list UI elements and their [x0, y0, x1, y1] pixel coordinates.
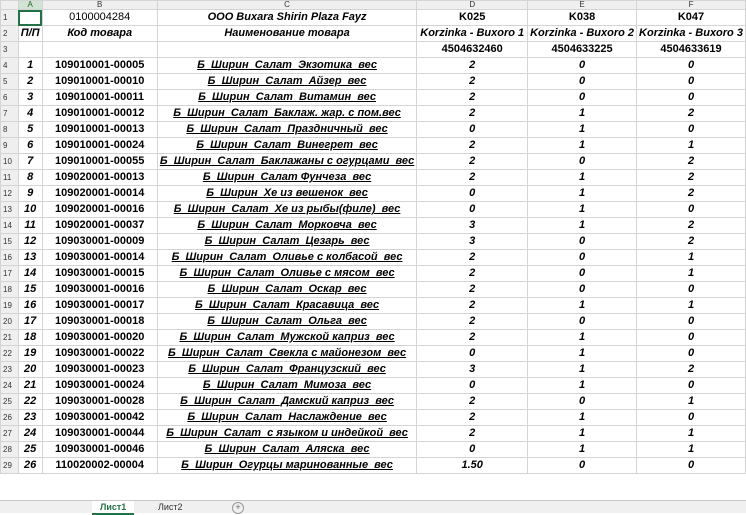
- cell-qty-d[interactable]: 0: [417, 186, 528, 202]
- cell-product-code[interactable]: 109030001-00014: [42, 250, 157, 266]
- cell-index[interactable]: 20: [18, 362, 42, 378]
- row-number[interactable]: 17: [1, 266, 19, 282]
- row-number[interactable]: 9: [1, 138, 19, 154]
- row-number[interactable]: 4: [1, 58, 19, 74]
- cell-product-name[interactable]: Б_Ширин_Салат_Винегрет_вес: [157, 138, 416, 154]
- cell-product-code[interactable]: 109020001-00014: [42, 186, 157, 202]
- table-row: [1, 90, 746, 106]
- cell-qty-e[interactable]: 0: [528, 314, 637, 330]
- cell-header-code[interactable]: Код товара: [42, 26, 157, 42]
- cell-product-code[interactable]: 109010001-00010: [42, 74, 157, 90]
- table-row: [1, 362, 746, 378]
- cell-empty[interactable]: [18, 42, 42, 58]
- cell-product-name[interactable]: Б_Ширин_Салат Фунчеза_вес: [157, 170, 416, 186]
- cell-product-name[interactable]: Б_Ширин_Салат_Экзотика_вес: [157, 58, 416, 74]
- cell-supplier-name[interactable]: ООО Buxara Shirin Plaza Fayz: [157, 10, 416, 26]
- cell-qty-e[interactable]: 1: [528, 378, 637, 394]
- cell-supplier-code[interactable]: 0100004284: [42, 10, 157, 26]
- cell-product-name[interactable]: Б_Ширин_Салат_Ольга_вес: [157, 314, 416, 330]
- cell-qty-e[interactable]: 0: [528, 282, 637, 298]
- cell-qty-f[interactable]: 0: [637, 202, 746, 218]
- cell-qty-f[interactable]: 2: [637, 218, 746, 234]
- cell-qty-d[interactable]: 2: [417, 106, 528, 122]
- cell-product-name[interactable]: Б_Ширин_Салат_Красавица_вес: [157, 298, 416, 314]
- cell-product-name[interactable]: Б_Ширин_Салат_Баклаж. жар. с пом.вес: [157, 106, 416, 122]
- cell-qty-f[interactable]: 1: [637, 138, 746, 154]
- cell-qty-f[interactable]: 2: [637, 170, 746, 186]
- cell-product-code[interactable]: 109020001-00037: [42, 218, 157, 234]
- cell-qty-e[interactable]: 1: [528, 138, 637, 154]
- cell-index[interactable]: 7: [18, 154, 42, 170]
- row-number[interactable]: 19: [1, 298, 19, 314]
- cell-qty-e[interactable]: 0: [528, 154, 637, 170]
- cell-qty-e[interactable]: 1: [528, 186, 637, 202]
- row-number[interactable]: 16: [1, 250, 19, 266]
- table-row: [1, 154, 746, 170]
- cell-qty-d[interactable]: 2: [417, 154, 528, 170]
- cell-product-name[interactable]: Б_Ширин_Салат_Оливье с мясом_вес: [157, 266, 416, 282]
- cell-product-code[interactable]: 109030001-00042: [42, 410, 157, 426]
- cell-qty-f[interactable]: 2: [637, 106, 746, 122]
- cell-product-name[interactable]: Б_Ширин_Салат_Праздничный_вес: [157, 122, 416, 138]
- row-number[interactable]: 13: [1, 202, 19, 218]
- cell-product-name[interactable]: Б_Ширин_Салат_Дамский каприз_вес: [157, 394, 416, 410]
- cell-product-code[interactable]: 110020002-00004: [42, 458, 157, 474]
- cell-index[interactable]: 1: [18, 58, 42, 74]
- table-row: [1, 426, 746, 442]
- table-row: [1, 442, 746, 458]
- cell-index[interactable]: 18: [18, 330, 42, 346]
- cell-qty-e[interactable]: 0: [528, 234, 637, 250]
- cell-store-code-f[interactable]: K047: [637, 10, 746, 26]
- cell-qty-f[interactable]: 2: [637, 186, 746, 202]
- cell-qty-d[interactable]: 2: [417, 58, 528, 74]
- row-number[interactable]: 2: [1, 26, 19, 42]
- cell-qty-e[interactable]: 0: [528, 58, 637, 74]
- table-row: [1, 138, 746, 154]
- row-number[interactable]: 22: [1, 346, 19, 362]
- cell-index[interactable]: 17: [18, 314, 42, 330]
- cell-qty-d[interactable]: 2: [417, 250, 528, 266]
- cell-qty-f[interactable]: 0: [637, 458, 746, 474]
- cell-qty-e[interactable]: 1: [528, 170, 637, 186]
- cell-product-code[interactable]: 109010001-00012: [42, 106, 157, 122]
- table-row: [1, 378, 746, 394]
- cell-index[interactable]: 13: [18, 250, 42, 266]
- cell-qty-e[interactable]: 1: [528, 202, 637, 218]
- cell-qty-d[interactable]: 1.50: [417, 458, 528, 474]
- table-row: [1, 250, 746, 266]
- cell-store-name-f[interactable]: Korzinka - Buxoro 3: [637, 26, 746, 42]
- row-number[interactable]: 28: [1, 442, 19, 458]
- cell-qty-f[interactable]: 0: [637, 346, 746, 362]
- cell-index[interactable]: 11: [18, 218, 42, 234]
- cell-product-name[interactable]: Б_Ширин_Салат_Витамин_вес: [157, 90, 416, 106]
- cell-index[interactable]: 19: [18, 346, 42, 362]
- column-header-d[interactable]: D: [417, 1, 528, 10]
- cell-empty[interactable]: [157, 42, 416, 58]
- cell-a1-selected[interactable]: [18, 10, 42, 26]
- row-number[interactable]: 10: [1, 154, 19, 170]
- row-number[interactable]: 27: [1, 426, 19, 442]
- cell-index[interactable]: 26: [18, 458, 42, 474]
- cell-qty-e[interactable]: 1: [528, 298, 637, 314]
- cell-qty-f[interactable]: 1: [637, 394, 746, 410]
- cell-qty-f[interactable]: 2: [637, 154, 746, 170]
- table-row: [1, 202, 746, 218]
- cell-product-name[interactable]: Б_Ширин_Салат_Морковча_вес: [157, 218, 416, 234]
- cell-qty-e[interactable]: 1: [528, 218, 637, 234]
- cell-qty-f[interactable]: 1: [637, 250, 746, 266]
- cell-store-name-e[interactable]: Korzinka - Buxoro 2: [528, 26, 637, 42]
- cell-index[interactable]: 23: [18, 410, 42, 426]
- column-header-f[interactable]: F: [637, 1, 746, 10]
- row-number[interactable]: 25: [1, 394, 19, 410]
- add-sheet-icon[interactable]: +: [232, 502, 244, 514]
- cell-index[interactable]: 14: [18, 266, 42, 282]
- cell-index[interactable]: 5: [18, 122, 42, 138]
- row-number[interactable]: 7: [1, 106, 19, 122]
- table-row: [1, 346, 746, 362]
- cell-qty-d[interactable]: 2: [417, 266, 528, 282]
- cell-empty[interactable]: [42, 42, 157, 58]
- cell-index[interactable]: 16: [18, 298, 42, 314]
- row-number[interactable]: 21: [1, 330, 19, 346]
- cell-store-code-d[interactable]: K025: [417, 10, 528, 26]
- table-row: [1, 394, 746, 410]
- cell-qty-d[interactable]: 3: [417, 362, 528, 378]
- cell-product-code[interactable]: 109020001-00013: [42, 170, 157, 186]
- column-header-e[interactable]: E: [528, 1, 637, 10]
- cell-qty-e[interactable]: 1: [528, 330, 637, 346]
- table-row: [1, 74, 746, 90]
- cell-product-code[interactable]: 109020001-00016: [42, 202, 157, 218]
- cell-qty-d[interactable]: 2: [417, 330, 528, 346]
- cell-qty-f[interactable]: 1: [637, 266, 746, 282]
- cell-qty-d[interactable]: 2: [417, 90, 528, 106]
- cell-product-code[interactable]: 109030001-00028: [42, 394, 157, 410]
- cell-product-name[interactable]: Б_Ширин_Салат_Французский_вес: [157, 362, 416, 378]
- cell-qty-f[interactable]: 0: [637, 74, 746, 90]
- cell-product-code[interactable]: 109030001-00020: [42, 330, 157, 346]
- table-row: [1, 122, 746, 138]
- sheet-tab-1[interactable]: Лист1: [92, 501, 134, 515]
- column-header-b[interactable]: B: [42, 1, 157, 10]
- cell-order-number-f[interactable]: 4504633619: [637, 42, 746, 58]
- cell-product-name[interactable]: Б_Ширин_Салат_Мужской каприз_вес: [157, 330, 416, 346]
- row-number[interactable]: 23: [1, 362, 19, 378]
- table-row: [1, 282, 746, 298]
- cell-store-code-e[interactable]: K038: [528, 10, 637, 26]
- cell-product-code[interactable]: 109030001-00015: [42, 266, 157, 282]
- cell-product-name[interactable]: Б_Ширин_Салат_Оливье с колбасой_вес: [157, 250, 416, 266]
- cell-product-code[interactable]: 109010001-00055: [42, 154, 157, 170]
- cell-qty-d[interactable]: 3: [417, 234, 528, 250]
- table-row: [1, 314, 746, 330]
- cell-index[interactable]: 10: [18, 202, 42, 218]
- cell-qty-f[interactable]: 0: [637, 90, 746, 106]
- cell-product-name[interactable]: Б_Ширин_Хе из вешенок_вес: [157, 186, 416, 202]
- cell-qty-f[interactable]: 0: [637, 410, 746, 426]
- cell-qty-f[interactable]: 0: [637, 314, 746, 330]
- select-all-corner[interactable]: [1, 1, 19, 10]
- cell-qty-d[interactable]: 0: [417, 122, 528, 138]
- row-number[interactable]: 14: [1, 218, 19, 234]
- cell-qty-f[interactable]: 1: [637, 426, 746, 442]
- cell-index[interactable]: 6: [18, 138, 42, 154]
- table-row: [1, 410, 746, 426]
- cell-index[interactable]: 2: [18, 74, 42, 90]
- column-header-a[interactable]: A: [18, 1, 42, 10]
- column-header-c[interactable]: C: [157, 1, 416, 10]
- cell-qty-d[interactable]: 2: [417, 314, 528, 330]
- cell-product-name[interactable]: Б_Ширин_Салат_Баклажаны с огурцами_вес: [157, 154, 416, 170]
- table-row: [1, 106, 746, 122]
- row-number[interactable]: 29: [1, 458, 19, 474]
- cell-index[interactable]: 25: [18, 442, 42, 458]
- cell-index[interactable]: 21: [18, 378, 42, 394]
- cell-product-name[interactable]: Б_Ширин_Салат_Аляска_вес: [157, 442, 416, 458]
- sheet-tab-2[interactable]: Лист2: [158, 502, 183, 512]
- table-row: [1, 186, 746, 202]
- sheet-row: [1, 26, 746, 42]
- cell-product-code[interactable]: 109030001-00046: [42, 442, 157, 458]
- cell-product-code[interactable]: 109030001-00018: [42, 314, 157, 330]
- cell-qty-e[interactable]: 0: [528, 74, 637, 90]
- table-row: [1, 298, 746, 314]
- cell-qty-f[interactable]: 0: [637, 330, 746, 346]
- cell-qty-f[interactable]: 2: [637, 362, 746, 378]
- cell-product-code[interactable]: 109030001-00044: [42, 426, 157, 442]
- cell-qty-e[interactable]: 1: [528, 442, 637, 458]
- cell-qty-e[interactable]: 0: [528, 266, 637, 282]
- row-number[interactable]: 15: [1, 234, 19, 250]
- cell-qty-d[interactable]: 0: [417, 442, 528, 458]
- cell-index[interactable]: 8: [18, 170, 42, 186]
- table-row: [1, 458, 746, 474]
- cell-product-name[interactable]: Б_Ширин_Огурцы маринованные_вес: [157, 458, 416, 474]
- cell-qty-d[interactable]: 2: [417, 170, 528, 186]
- cell-index[interactable]: 9: [18, 186, 42, 202]
- table-row: [1, 218, 746, 234]
- cell-product-code[interactable]: 109010001-00024: [42, 138, 157, 154]
- cell-qty-d[interactable]: 2: [417, 298, 528, 314]
- cell-header-index[interactable]: П/П: [18, 26, 42, 42]
- cell-index[interactable]: 22: [18, 394, 42, 410]
- row-number[interactable]: 20: [1, 314, 19, 330]
- cell-product-name[interactable]: Б_Ширин_Салат_Мимоза_вес: [157, 378, 416, 394]
- cell-qty-d[interactable]: 2: [417, 426, 528, 442]
- cell-product-name[interactable]: Б_Ширин_Салат_Наслаждение_вес: [157, 410, 416, 426]
- sheet-tab-bar: [0, 500, 746, 513]
- row-number[interactable]: 1: [1, 10, 19, 26]
- cell-qty-e[interactable]: 0: [528, 458, 637, 474]
- cell-product-name[interactable]: Б_Ширин_Салат_Айзер_вес: [157, 74, 416, 90]
- cell-order-number-e[interactable]: 4504633225: [528, 42, 637, 58]
- cell-product-name[interactable]: Б_Ширин_Салат_Свекла с майонезом_вес: [157, 346, 416, 362]
- cell-product-name[interactable]: Б_Ширин_Салат_Оскар_вес: [157, 282, 416, 298]
- cell-qty-d[interactable]: 0: [417, 346, 528, 362]
- row-number[interactable]: 18: [1, 282, 19, 298]
- row-number[interactable]: 12: [1, 186, 19, 202]
- cell-qty-e[interactable]: 0: [528, 90, 637, 106]
- cell-qty-f[interactable]: 0: [637, 58, 746, 74]
- row-number[interactable]: 6: [1, 90, 19, 106]
- cell-product-code[interactable]: 109030001-00023: [42, 362, 157, 378]
- cell-product-code[interactable]: 109030001-00016: [42, 282, 157, 298]
- cell-index[interactable]: 3: [18, 90, 42, 106]
- cell-product-code[interactable]: 109030001-00024: [42, 378, 157, 394]
- row-number[interactable]: 3: [1, 42, 19, 58]
- sheet-row: [1, 10, 746, 26]
- cell-product-code[interactable]: 109030001-00022: [42, 346, 157, 362]
- cell-qty-d[interactable]: 0: [417, 202, 528, 218]
- cell-product-name[interactable]: Б_Ширин_Салат_Цезарь_вес: [157, 234, 416, 250]
- cell-product-code[interactable]: 109030001-00017: [42, 298, 157, 314]
- table-row: [1, 266, 746, 282]
- cell-product-code[interactable]: 109030001-00009: [42, 234, 157, 250]
- cell-qty-e[interactable]: 1: [528, 346, 637, 362]
- table-row: [1, 330, 746, 346]
- cell-index[interactable]: 12: [18, 234, 42, 250]
- cell-order-number-d[interactable]: 4504632460: [417, 42, 528, 58]
- row-number[interactable]: 24: [1, 378, 19, 394]
- cell-qty-e[interactable]: 1: [528, 410, 637, 426]
- cell-qty-d[interactable]: 2: [417, 410, 528, 426]
- cell-qty-d[interactable]: 2: [417, 138, 528, 154]
- table-row: [1, 170, 746, 186]
- cell-header-name[interactable]: Наименование товара: [157, 26, 416, 42]
- cell-qty-d[interactable]: 2: [417, 74, 528, 90]
- cell-product-name[interactable]: Б_Ширин_Салат_Хе из рыбы(филе)_вес: [157, 202, 416, 218]
- table-row: [1, 234, 746, 250]
- cell-product-name[interactable]: Б_Ширин_Салат_с языком и индейкой_вес: [157, 426, 416, 442]
- cell-product-code[interactable]: 109010001-00011: [42, 90, 157, 106]
- cell-qty-e[interactable]: 1: [528, 122, 637, 138]
- column-header-row: [1, 1, 746, 10]
- cell-qty-f[interactable]: 1: [637, 298, 746, 314]
- sheet-row: [1, 42, 746, 58]
- cell-qty-f[interactable]: 0: [637, 122, 746, 138]
- table-row: [1, 58, 746, 74]
- cell-qty-d[interactable]: 2: [417, 282, 528, 298]
- cell-index[interactable]: 15: [18, 282, 42, 298]
- cell-index[interactable]: 24: [18, 426, 42, 442]
- cell-qty-e[interactable]: 1: [528, 106, 637, 122]
- cell-qty-f[interactable]: 2: [637, 234, 746, 250]
- cell-qty-f[interactable]: 1: [637, 442, 746, 458]
- row-number[interactable]: 5: [1, 74, 19, 90]
- cell-index[interactable]: 4: [18, 106, 42, 122]
- cell-qty-d[interactable]: 0: [417, 378, 528, 394]
- row-number[interactable]: 8: [1, 122, 19, 138]
- cell-qty-f[interactable]: 0: [637, 282, 746, 298]
- cell-qty-e[interactable]: 1: [528, 362, 637, 378]
- cell-product-code[interactable]: 109010001-00013: [42, 122, 157, 138]
- cell-qty-d[interactable]: 3: [417, 218, 528, 234]
- cell-qty-e[interactable]: 0: [528, 394, 637, 410]
- cell-qty-e[interactable]: 1: [528, 426, 637, 442]
- cell-product-code[interactable]: 109010001-00005: [42, 58, 157, 74]
- cell-qty-f[interactable]: 0: [637, 378, 746, 394]
- cell-store-name-d[interactable]: Korzinka - Buxoro 1: [417, 26, 528, 42]
- row-number[interactable]: 26: [1, 410, 19, 426]
- row-number[interactable]: 11: [1, 170, 19, 186]
- cell-qty-d[interactable]: 2: [417, 394, 528, 410]
- cell-qty-e[interactable]: 0: [528, 250, 637, 266]
